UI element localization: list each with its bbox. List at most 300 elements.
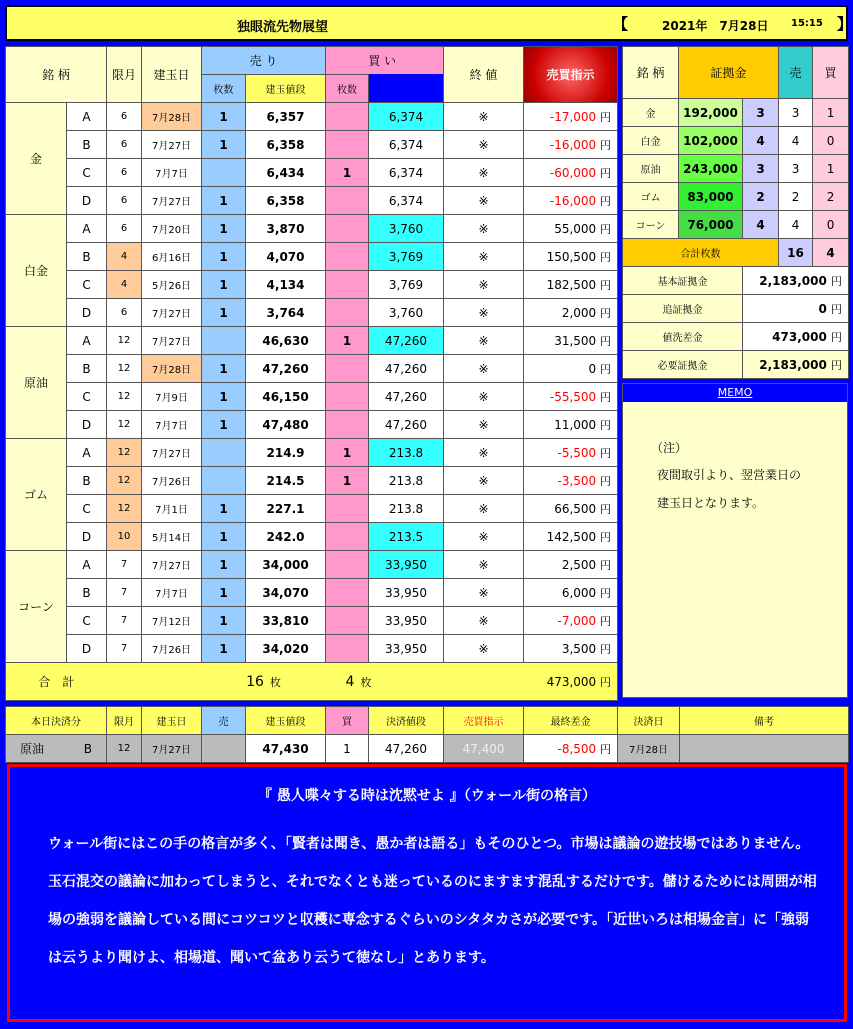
- sell-count: 1: [202, 215, 246, 243]
- close-price: 33,950: [369, 607, 444, 635]
- settlement-table: [5, 706, 849, 763]
- contract-month: 4: [107, 243, 142, 271]
- margin-header-buy: 買: [813, 47, 849, 99]
- settle-header-shiji: 売買指示: [444, 707, 524, 735]
- open-price: 6,358: [246, 187, 326, 215]
- open-date: 7月27日: [142, 327, 202, 355]
- settle-header-kessai: 決済値段: [369, 707, 444, 735]
- trade-sign: ※: [444, 299, 524, 327]
- memo-panel: [622, 383, 848, 698]
- header-owarine: 終 値: [444, 47, 524, 103]
- title-bar: [5, 5, 853, 41]
- open-price: 34,070: [246, 579, 326, 607]
- margin-row: [623, 155, 849, 183]
- quote-title: 『 愚人喋々する時は沈黙せよ 』（ウォール街の格言）: [258, 788, 596, 804]
- pnl-unit: 円: [600, 362, 612, 376]
- contract-month: 6: [107, 215, 142, 243]
- margin-name: コーン: [623, 211, 679, 239]
- header-buy: [326, 47, 444, 75]
- contract-month: 12: [107, 327, 142, 355]
- open-price: 47,260: [246, 355, 326, 383]
- settle-note: [680, 735, 849, 763]
- trade-sign: ※: [444, 355, 524, 383]
- contract-month: 12: [107, 411, 142, 439]
- buy-count: [326, 383, 369, 411]
- contract-code: D: [67, 523, 107, 551]
- pnl-unit: 円: [600, 138, 612, 152]
- buy-count: [326, 523, 369, 551]
- contract-month: 6: [107, 187, 142, 215]
- pnl-value: 6,000: [561, 585, 597, 600]
- contract-code: B: [67, 243, 107, 271]
- header-buy-count: 枚数: [326, 75, 369, 103]
- settle-header-sakin: 最終差金: [524, 707, 618, 735]
- open-price: 46,630: [246, 327, 326, 355]
- quote-box: [7, 764, 847, 1022]
- trade-sign: ※: [444, 103, 524, 131]
- margin-sell: 4: [779, 127, 813, 155]
- pnl-unit: 円: [600, 278, 612, 292]
- open-price: 214.5: [246, 467, 326, 495]
- trade-sign: ※: [444, 607, 524, 635]
- pnl-value: 150,500: [546, 249, 597, 264]
- open-date: 7月9日: [142, 383, 202, 411]
- buy-count: [326, 103, 369, 131]
- contract-code: C: [67, 495, 107, 523]
- quote-body: ウォール街にはこの手の格言が多く、「賢者は聞き、愚か者は語る」もそのひとつ。市場は議論の遊技場ではありません。玉石混交の議論に加わってしまうと、それでなくとも迷っているのにますます混乱するだけです。儲けるためには周囲が相場の強弱を議論している間にコツコツと収穫に専念するぐらいのシタタカさが必要です。「近世いろは相場金言」に「強弱は云うより聞けよ、相場道、聞いて盆あり云うて徳なし」とあります。: [48, 836, 817, 966]
- margin-total-sell: 16: [779, 239, 813, 267]
- margin-count: 3: [743, 99, 779, 127]
- sell-count: 1: [202, 607, 246, 635]
- buy-count: [326, 411, 369, 439]
- open-price: 6,358: [246, 131, 326, 159]
- open-date: 7月27日: [142, 299, 202, 327]
- pnl-value: 66,500: [554, 501, 597, 516]
- bracket-close: 】: [837, 15, 853, 33]
- contract-month: 7: [107, 635, 142, 663]
- total-sell-unit: 枚: [269, 675, 281, 689]
- position-row: [6, 607, 618, 635]
- margin-count: 4: [743, 211, 779, 239]
- close-price: 3,760: [369, 215, 444, 243]
- close-price: 6,374: [369, 187, 444, 215]
- sell-count: 1: [202, 187, 246, 215]
- sell-count: 1: [202, 383, 246, 411]
- pnl-unit: 円: [600, 418, 612, 432]
- contract-month: 6: [107, 159, 142, 187]
- margin-summary-value-cell: [743, 323, 849, 351]
- margin-summary-value-cell: [743, 267, 849, 295]
- open-price: 4,134: [246, 271, 326, 299]
- position-row: [6, 411, 618, 439]
- buy-count: [326, 299, 369, 327]
- open-price: 3,870: [246, 215, 326, 243]
- pnl-value: 3,500: [561, 641, 597, 656]
- pnl-unit: 円: [600, 306, 612, 320]
- settle-buy: 1: [326, 735, 369, 763]
- close-price: 6,374: [369, 103, 444, 131]
- pnl-value: 55,000: [554, 221, 597, 236]
- positions-table: [5, 46, 618, 701]
- settle-shiji: 47,400: [444, 735, 524, 763]
- pnl-cell: [524, 383, 618, 411]
- contract-code: B: [67, 467, 107, 495]
- pnl-unit: 円: [600, 586, 612, 600]
- pnl-cell: [524, 635, 618, 663]
- contract-month: 12: [107, 355, 142, 383]
- header-buy-label: 買 い: [368, 54, 397, 68]
- margin-total-row: [623, 239, 849, 267]
- open-date: 7月7日: [142, 411, 202, 439]
- pnl-value: 2,500: [561, 557, 597, 572]
- pnl-unit: 円: [600, 334, 612, 348]
- margin-summary-label: 追証拠金: [623, 295, 743, 323]
- pnl-cell: [524, 523, 618, 551]
- contract-code: B: [67, 579, 107, 607]
- settle-header-kessaibi: 決済日: [618, 707, 680, 735]
- margin-sell: 3: [779, 99, 813, 127]
- close-price: 47,260: [369, 327, 444, 355]
- pnl-unit: 円: [600, 558, 612, 572]
- total-label: 合 計: [6, 663, 107, 701]
- contract-code: A: [67, 103, 107, 131]
- margin-amount: 102,000: [679, 127, 743, 155]
- margin-amount: 243,000: [679, 155, 743, 183]
- sell-count: 1: [202, 355, 246, 383]
- header-sell: [202, 47, 326, 75]
- settle-header-tategyokubi: 建玉日: [142, 707, 202, 735]
- page-title: 独眼流先物展望: [237, 20, 329, 35]
- pnl-unit: 円: [600, 642, 612, 656]
- position-row: [6, 103, 618, 131]
- pnl-cell: [524, 103, 618, 131]
- pnl-value: 2,000: [561, 305, 597, 320]
- sell-count: 1: [202, 579, 246, 607]
- sell-count: 1: [202, 299, 246, 327]
- open-price: 34,000: [246, 551, 326, 579]
- total-row: [6, 663, 618, 701]
- pnl-value: 31,500: [554, 333, 597, 348]
- trade-sign: ※: [444, 327, 524, 355]
- open-date: 7月28日: [142, 103, 202, 131]
- close-price: 3,760: [369, 299, 444, 327]
- close-price: 47,260: [369, 355, 444, 383]
- position-row: [6, 383, 618, 411]
- contract-code: D: [67, 187, 107, 215]
- margin-amount: 76,000: [679, 211, 743, 239]
- settle-diff-cell: [524, 735, 618, 763]
- margin-buy: 1: [813, 99, 849, 127]
- open-price: 34,020: [246, 635, 326, 663]
- buy-count: [326, 215, 369, 243]
- margin-buy: 0: [813, 211, 849, 239]
- position-row: [6, 495, 618, 523]
- margin-header-sell: 売: [779, 47, 813, 99]
- settle-price: 47,430: [246, 735, 326, 763]
- margin-amount: 83,000: [679, 183, 743, 211]
- settle-date: 7月27日: [142, 735, 202, 763]
- time-label: 15:15: [791, 18, 823, 29]
- open-date: 5月26日: [142, 271, 202, 299]
- contract-code: B: [67, 355, 107, 383]
- pnl-unit: 円: [600, 194, 612, 208]
- buy-count: 1: [326, 467, 369, 495]
- buy-count: [326, 243, 369, 271]
- position-row: [6, 635, 618, 663]
- sell-count: 1: [202, 523, 246, 551]
- sell-count: [202, 159, 246, 187]
- trade-sign: ※: [444, 635, 524, 663]
- close-price: 47,260: [369, 411, 444, 439]
- margin-count: 3: [743, 155, 779, 183]
- pnl-value: 11,000: [554, 417, 597, 432]
- buy-count: [326, 271, 369, 299]
- contract-month: 10: [107, 523, 142, 551]
- margin-name: 白金: [623, 127, 679, 155]
- header-meigara: 銘 柄: [6, 47, 107, 103]
- pnl-unit: 円: [600, 250, 612, 264]
- position-row: [6, 467, 618, 495]
- open-date: 7月27日: [142, 131, 202, 159]
- close-price: 33,950: [369, 635, 444, 663]
- margin-header-shokokin: 証拠金: [679, 47, 779, 99]
- settle-header-sell: 売: [202, 707, 246, 735]
- open-price: 242.0: [246, 523, 326, 551]
- margin-amount: 192,000: [679, 99, 743, 127]
- total-diff-cell: [524, 663, 618, 701]
- position-row: [6, 187, 618, 215]
- contract-code: A: [67, 551, 107, 579]
- contract-code: A: [67, 215, 107, 243]
- sell-count: 1: [202, 131, 246, 159]
- close-price: 213.8: [369, 467, 444, 495]
- header-sell-count: 枚数: [202, 75, 246, 103]
- open-date: 7月27日: [142, 439, 202, 467]
- total-sell: 16: [246, 673, 264, 690]
- margin-buy: 1: [813, 155, 849, 183]
- margin-row: [623, 211, 849, 239]
- margin-count: 2: [743, 183, 779, 211]
- trade-sign: ※: [444, 243, 524, 271]
- margin-row: [623, 127, 849, 155]
- commodity-name: コーン: [6, 551, 67, 663]
- pnl-unit: 円: [600, 502, 612, 516]
- pnl-cell: [524, 243, 618, 271]
- buy-count: [326, 551, 369, 579]
- settle-diff: -8,500: [557, 741, 597, 756]
- margin-summary-label: 値洗差金: [623, 323, 743, 351]
- margin-summary-row: [623, 295, 849, 323]
- open-date: 7月27日: [142, 551, 202, 579]
- total-diff: 473,000: [546, 674, 597, 689]
- pnl-value: -3,500: [557, 473, 597, 488]
- contract-code: D: [67, 299, 107, 327]
- open-date: 7月7日: [142, 579, 202, 607]
- trade-sign: ※: [444, 551, 524, 579]
- settle-row-label: [6, 735, 107, 763]
- position-row: [6, 243, 618, 271]
- margin-summary-unit: 円: [831, 330, 843, 344]
- margin-summary-label: 必要証拠金: [623, 351, 743, 379]
- margin-sell: 2: [779, 183, 813, 211]
- buy-count: 1: [326, 327, 369, 355]
- margin-summary-row: [623, 323, 849, 351]
- pnl-value: -7,000: [557, 613, 597, 628]
- pnl-cell: [524, 551, 618, 579]
- margin-sell: 3: [779, 155, 813, 183]
- memo-line-3: 建玉日となります。: [657, 496, 765, 510]
- open-date: 6月16日: [142, 243, 202, 271]
- pnl-cell: [524, 439, 618, 467]
- pnl-unit: 円: [600, 222, 612, 236]
- buy-count: [326, 495, 369, 523]
- header-tategyokubi: 建玉日: [142, 47, 202, 103]
- contract-code: C: [67, 159, 107, 187]
- contract-month: 6: [107, 299, 142, 327]
- margin-row: [623, 99, 849, 127]
- trade-sign: ※: [444, 383, 524, 411]
- pnl-unit: 円: [600, 446, 612, 460]
- pnl-unit: 円: [600, 166, 612, 180]
- header-gengetsu: 限月: [107, 47, 142, 103]
- position-row: [6, 299, 618, 327]
- trade-sign: ※: [444, 411, 524, 439]
- margin-summary-row: [623, 267, 849, 295]
- header-sell-label: 売 り: [249, 54, 278, 68]
- margin-table: [622, 46, 849, 379]
- contract-month: 12: [107, 383, 142, 411]
- settle-month: 12: [107, 735, 142, 763]
- margin-count: 4: [743, 127, 779, 155]
- margin-summary-value: 2,183,000: [759, 357, 827, 372]
- pnl-value: 142,500: [546, 529, 597, 544]
- open-date: 7月12日: [142, 607, 202, 635]
- margin-row: [623, 183, 849, 211]
- sell-count: 1: [202, 635, 246, 663]
- margin-summary-value: 2,183,000: [759, 273, 827, 288]
- pnl-unit: 円: [600, 614, 612, 628]
- margin-summary-value: 0: [818, 301, 827, 316]
- open-date: 7月7日: [142, 159, 202, 187]
- open-date: 7月1日: [142, 495, 202, 523]
- trade-sign: ※: [444, 439, 524, 467]
- margin-total-label: 合計枚数: [623, 239, 779, 267]
- margin-header-meigara: 銘 柄: [623, 47, 679, 99]
- margin-summary-value-cell: [743, 295, 849, 323]
- open-price: 33,810: [246, 607, 326, 635]
- buy-count: [326, 355, 369, 383]
- open-date: 7月27日: [142, 187, 202, 215]
- pnl-value: 0: [588, 361, 597, 376]
- total-buy-cell: [326, 663, 444, 701]
- pnl-value: -17,000: [549, 109, 597, 124]
- margin-name: 原油: [623, 155, 679, 183]
- margin-name: 金: [623, 99, 679, 127]
- sell-count: 1: [202, 411, 246, 439]
- settle-kessai: 47,260: [369, 735, 444, 763]
- sell-count: 1: [202, 551, 246, 579]
- pnl-value: -60,000: [549, 165, 597, 180]
- position-row: [6, 215, 618, 243]
- total-buy: 4: [345, 673, 355, 690]
- pnl-cell: [524, 607, 618, 635]
- contract-code: C: [67, 383, 107, 411]
- contract-month: 12: [107, 467, 142, 495]
- trade-sign: ※: [444, 159, 524, 187]
- close-price: 47,260: [369, 383, 444, 411]
- total-unit: 円: [600, 675, 612, 689]
- trade-sign: ※: [444, 131, 524, 159]
- close-price: 213.8: [369, 439, 444, 467]
- close-price: 213.5: [369, 523, 444, 551]
- open-price: 6,434: [246, 159, 326, 187]
- header-baibai-shiji: 売買指示: [524, 47, 618, 103]
- pnl-cell: [524, 271, 618, 299]
- contract-month: 6: [107, 103, 142, 131]
- pnl-cell: [524, 215, 618, 243]
- contract-code: C: [67, 607, 107, 635]
- contract-month: 4: [107, 271, 142, 299]
- settle-name: 原油: [20, 742, 45, 756]
- pnl-unit: 円: [600, 110, 612, 124]
- open-price: 46,150: [246, 383, 326, 411]
- sell-count: [202, 439, 246, 467]
- pnl-cell: [524, 355, 618, 383]
- margin-total-buy: 4: [813, 239, 849, 267]
- margin-summary-unit: 円: [831, 358, 843, 372]
- settle-header-buy: 買: [326, 707, 369, 735]
- total-spacer: [107, 663, 202, 701]
- position-row: [6, 159, 618, 187]
- contract-month: 7: [107, 579, 142, 607]
- pnl-value: 182,500: [546, 277, 597, 292]
- sell-count: 1: [202, 103, 246, 131]
- pnl-cell: [524, 579, 618, 607]
- margin-summary-value-cell: [743, 351, 849, 379]
- contract-month: 7: [107, 607, 142, 635]
- close-price: 6,374: [369, 159, 444, 187]
- pnl-cell: [524, 495, 618, 523]
- pnl-value: -5,500: [557, 445, 597, 460]
- total-buy-unit: 枚: [360, 675, 372, 689]
- settle-header-label: 本日決済分: [6, 707, 107, 735]
- pnl-cell: [524, 299, 618, 327]
- memo-line-2: 夜間取引より、翌営業日の: [657, 468, 802, 482]
- contract-month: 7: [107, 551, 142, 579]
- bracket-open: 【: [613, 15, 629, 33]
- margin-summary-value: 473,000: [772, 329, 827, 344]
- contract-code: D: [67, 635, 107, 663]
- pnl-value: -16,000: [549, 137, 597, 152]
- memo-title[interactable]: MEMO: [623, 384, 847, 402]
- buy-count: 1: [326, 159, 369, 187]
- open-price: 3,764: [246, 299, 326, 327]
- margin-sell: 4: [779, 211, 813, 239]
- pnl-unit: 円: [600, 474, 612, 488]
- settle-sell: [202, 735, 246, 763]
- margin-summary-label: 基本証拠金: [623, 267, 743, 295]
- pnl-unit: 円: [600, 530, 612, 544]
- close-price: 3,769: [369, 243, 444, 271]
- buy-count: [326, 131, 369, 159]
- commodity-name: ゴム: [6, 439, 67, 551]
- buy-count: [326, 635, 369, 663]
- sell-count: 1: [202, 243, 246, 271]
- close-price: 33,950: [369, 551, 444, 579]
- position-row: [6, 327, 618, 355]
- position-row: [6, 131, 618, 159]
- contract-month: 6: [107, 131, 142, 159]
